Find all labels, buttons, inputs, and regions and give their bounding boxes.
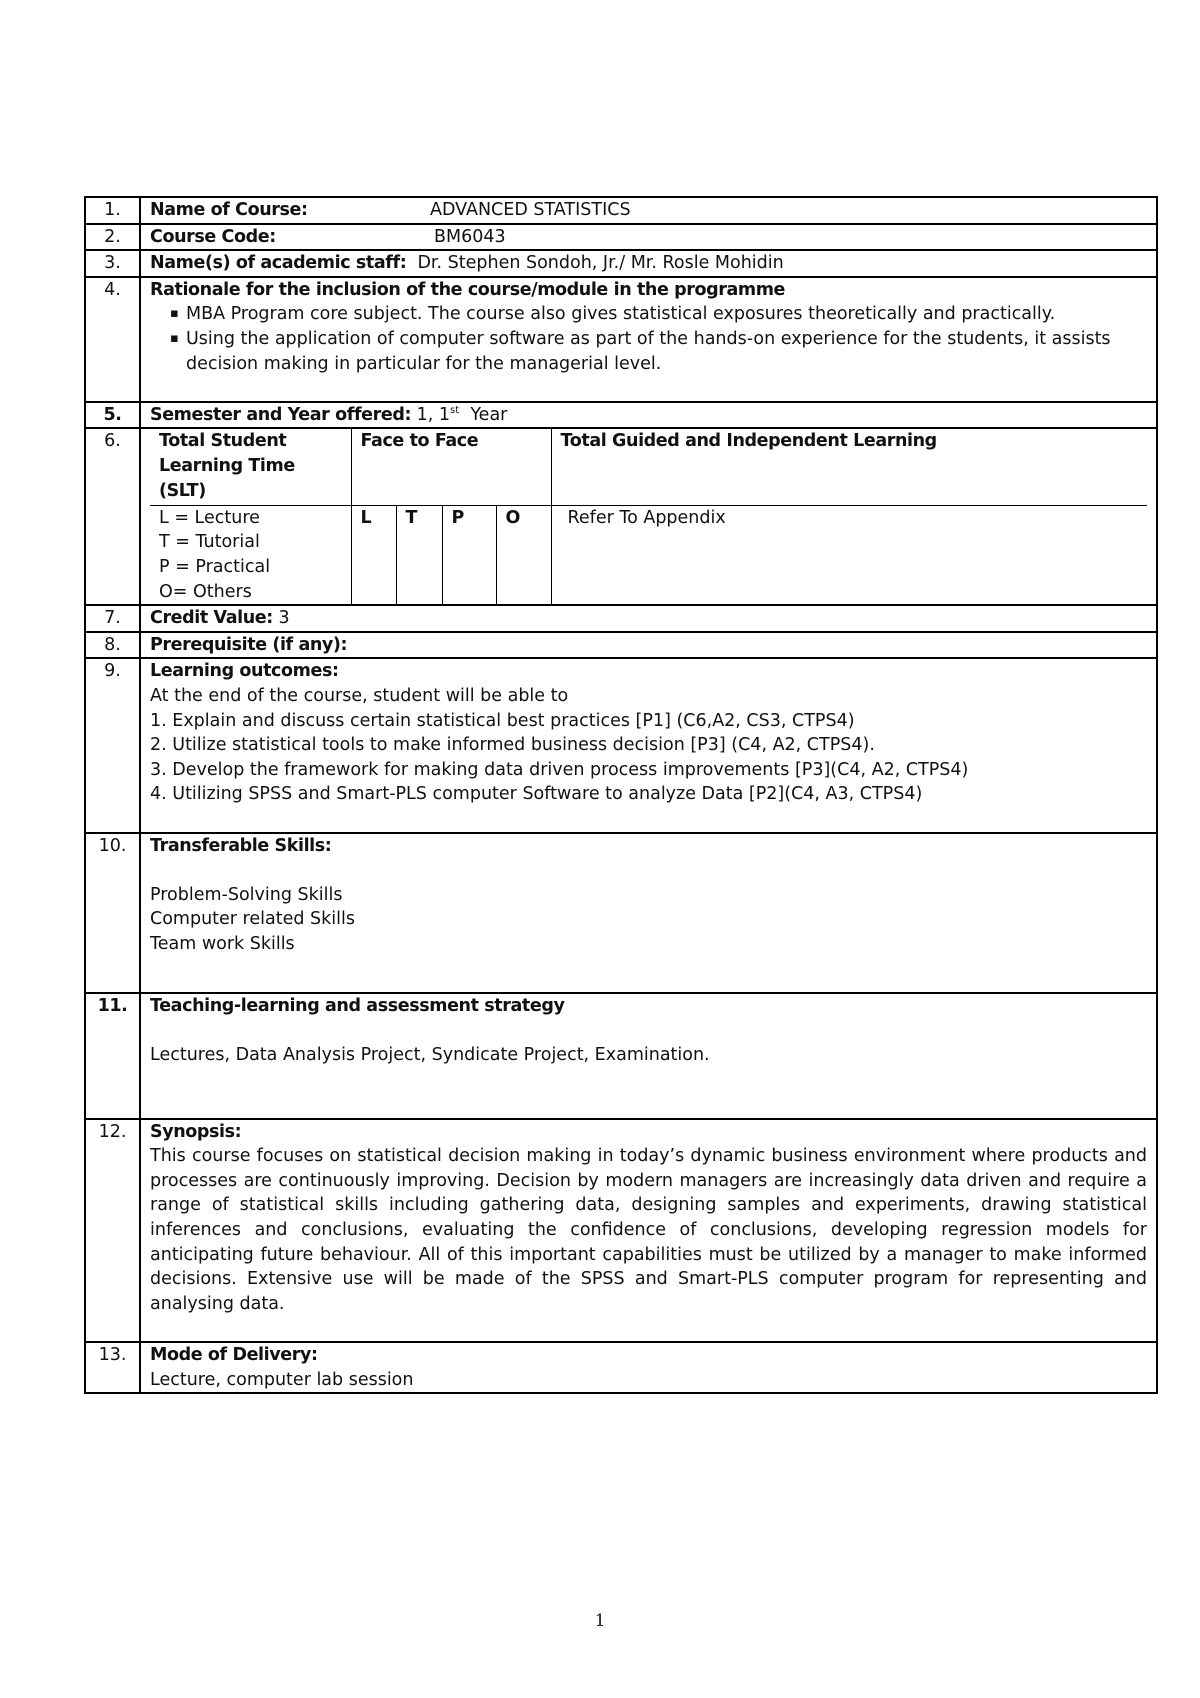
rationale-list <box>150 302 1147 376</box>
row-synopsis <box>85 1119 1157 1342</box>
row-teaching-strategy <box>85 993 1157 1119</box>
row-prerequisite <box>85 632 1157 659</box>
semester-label: Semester and Year offered: <box>150 404 412 425</box>
row-transferable-skills <box>85 833 1157 993</box>
row-number: 10. <box>85 833 140 993</box>
prerequisite-label: Prerequisite (if any): <box>150 634 348 655</box>
row-course-code <box>85 224 1157 251</box>
col-others: O <box>496 505 551 604</box>
row-number: 3. <box>85 250 140 277</box>
row-mode-of-delivery <box>85 1342 1157 1393</box>
list-item: Team work Skills <box>150 933 295 954</box>
course-code-value: BM6043 <box>434 226 506 247</box>
semester-value: 1, 1 <box>416 404 451 425</box>
row-number: 8. <box>85 632 140 659</box>
guided-learning-header: Total Guided and Independent Learning <box>551 429 1147 505</box>
row-course-name <box>85 197 1157 224</box>
slt-legend: L = Lecture T = Tutorial P = Practical O= Others <box>150 505 351 604</box>
synopsis-text: This course focuses on statistical decision making in today’s dynamic business environment where products and processes are continuously improving. Decision by modern managers are increasingly data driven and require a range of statistical skills including gathering data, designing samples and experiments, drawing statistical inferences and conclusions, evaluating the confidence of conclusions, developing regression models for anticipating future behaviour. All of this important capabilities must be utilized by a manager to make informed decisions. Extensive use will be made of the SPSS and Smart-PLS computer program for representing and analysing data. <box>150 1146 1147 1314</box>
rationale-label: Rationale for the inclusion of the course/module in the programme <box>150 279 786 300</box>
row-credit-value <box>85 605 1157 632</box>
col-lecture: L <box>351 505 396 604</box>
row-learning-outcomes <box>85 658 1157 832</box>
teaching-strategy-label: Teaching-learning and assessment strategy <box>150 995 565 1016</box>
academic-staff-value: Dr. Stephen Sondoh, Jr./ Mr. Rosle Mohidin <box>417 253 784 274</box>
teaching-strategy-value: Lectures, Data Analysis Project, Syndicate Project, Examination. <box>150 1044 710 1065</box>
learning-outcomes-label: Learning outcomes: <box>150 661 339 682</box>
col-tutorial: T <box>396 505 442 604</box>
mode-of-delivery-value: Lecture, computer lab session <box>150 1369 414 1390</box>
list-item: ▪ Using the application of computer software as part of the hands-on experience for the students, it assists decision making in particular for the managerial level. <box>170 327 1147 376</box>
transferable-skills-label: Transferable Skills: <box>150 835 332 856</box>
row-number: 6. <box>85 428 140 605</box>
list-item: 2. Utilize statistical tools to make informed business decision [P3] (C4, A2, CTPS4). <box>150 735 875 756</box>
academic-staff-label: Name(s) of academic staff: <box>150 253 407 274</box>
row-number: 1. <box>85 197 140 224</box>
row-rationale <box>85 277 1157 402</box>
credit-value-value: 3 <box>278 608 290 629</box>
course-code-label: Course Code: <box>150 226 276 247</box>
row-number: 5. <box>85 402 140 429</box>
list-item: Computer related Skills <box>150 909 355 930</box>
slt-table <box>150 429 1147 604</box>
course-name-label: Name of Course: <box>150 200 308 220</box>
row-number: 7. <box>85 605 140 632</box>
row-number: 9. <box>85 658 140 832</box>
row-number: 12. <box>85 1119 140 1342</box>
list-item: 1. Explain and discuss certain statistical best practices [P1] (C6,A2, CS3, CTPS4) <box>150 710 855 731</box>
course-info-table <box>84 196 1158 1394</box>
course-name-value: ADVANCED STATISTICS <box>430 200 631 220</box>
course-info-form <box>84 196 1158 1394</box>
row-semester <box>85 402 1157 429</box>
slt-header: Total Student Learning Time (SLT) <box>150 429 351 505</box>
row-number: 13. <box>85 1342 140 1393</box>
face-to-face-header: Face to Face <box>351 429 551 505</box>
semester-year-value: Year <box>470 404 508 425</box>
list-item: Problem-Solving Skills <box>150 884 343 905</box>
semester-value-sup: st <box>450 404 460 416</box>
row-number: 2. <box>85 224 140 251</box>
list-item: 3. Develop the framework for making data driven process improvements [P3](C4, A2, CTPS4) <box>150 759 969 780</box>
row-academic-staff <box>85 250 1157 277</box>
row-number: 11. <box>85 993 140 1119</box>
list-item: ▪ MBA Program core subject. The course also gives statistical exposures theoretically and practically. <box>170 302 1147 327</box>
credit-value-label: Credit Value: <box>150 608 273 629</box>
learning-outcomes-intro: At the end of the course, student will be able to <box>150 686 569 706</box>
row-slt <box>85 428 1157 605</box>
guided-learning-value: Refer To Appendix <box>551 505 1147 604</box>
list-item: 4. Utilizing SPSS and Smart-PLS computer Software to analyze Data [P2](C4, A3, CTPS4) <box>150 784 923 805</box>
mode-of-delivery-label: Mode of Delivery: <box>150 1344 318 1365</box>
col-practical: P <box>442 505 496 604</box>
row-number: 4. <box>85 277 140 402</box>
synopsis-label: Synopsis: <box>150 1121 242 1142</box>
page-number: 1 <box>594 1611 606 1631</box>
